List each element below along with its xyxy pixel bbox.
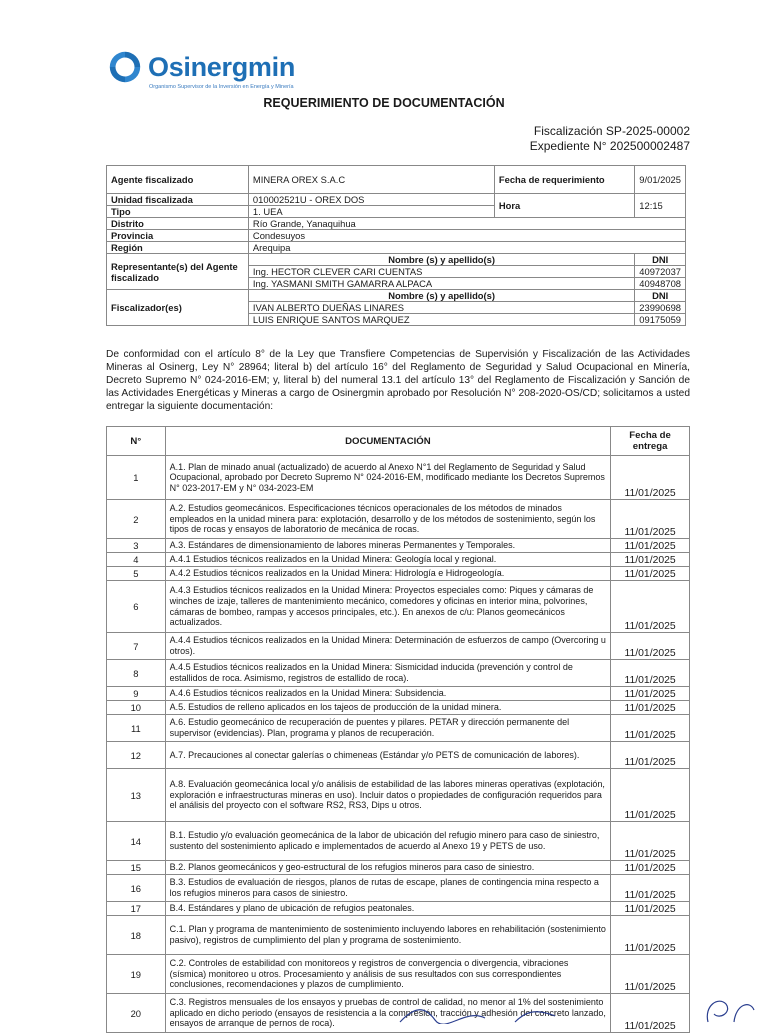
row-fecha: 11/01/2025 xyxy=(611,456,690,500)
row-documentation: A.5. Estudios de relleno aplicados en los tajeos de producción de la unidad minera. xyxy=(165,701,611,715)
row-number: 10 xyxy=(107,701,166,715)
nombre-header: Nombre (s) y apellido(s) xyxy=(248,290,634,302)
tipo-value: 1. UEA xyxy=(248,206,494,218)
provincia-value: Condesuyos xyxy=(248,230,685,242)
table-row xyxy=(107,500,690,539)
row-number: 20 xyxy=(107,994,166,1033)
fiscalizacion-number: Fiscalización SP-2025-00002 xyxy=(533,124,690,138)
logo-subtitle: Organismo Supervisor de la Inversión en Energía y Minería xyxy=(149,84,294,90)
row-documentation: A.4.3 Estudios técnicos realizados en la Unidad Minera: Proyectos especiales como: Piques y cámaras de winches de izaje, talleres de mantenimiento mecánico, comedores y oficinas en interior mina, polvorines, cámaras de bombeo, rampas y accesos principales, etc.). En anexos de c/u: Planos geomecánicos actualizados. xyxy=(165,581,611,633)
row-number: 18 xyxy=(107,916,166,955)
table-row xyxy=(107,742,690,769)
row-fecha: 11/01/2025 xyxy=(611,567,690,581)
col-number-header: N° xyxy=(107,427,166,456)
table-row xyxy=(107,660,690,687)
fiscalizador-dni: 23990698 xyxy=(635,302,686,314)
documentation-rows xyxy=(107,456,690,1033)
row-fecha: 11/01/2025 xyxy=(611,875,690,902)
fecha-label: Fecha de requerimiento xyxy=(494,166,634,194)
table-row xyxy=(107,633,690,660)
row-number: 16 xyxy=(107,875,166,902)
row-documentation: A.6. Estudio geomecánico de recuperación de puentes y pilares. PETAR y dirección permanente del supervisor (evidencias). Plan, programa y planos de recuperación. xyxy=(165,715,611,742)
table-row xyxy=(107,567,690,581)
row-number: 12 xyxy=(107,742,166,769)
row-fecha: 11/01/2025 xyxy=(611,633,690,660)
table-row xyxy=(107,553,690,567)
row-fecha: 11/01/2025 xyxy=(611,769,690,822)
fiscalizadores-label: Fiscalizador(es) xyxy=(107,290,249,326)
row-documentation: A.4.4 Estudios técnicos realizados en la Unidad Minera: Determinación de esfuerzos de campo (Overcoring u otros). xyxy=(165,633,611,660)
row-number: 4 xyxy=(107,553,166,567)
row-fecha: 11/01/2025 xyxy=(611,902,690,916)
row-documentation: A.1. Plan de minado anual (actualizado) de acuerdo al Anexo N°1 del Reglamento de Seguridad y Salud Ocupacional, aprobado por Decreto Supremo N° 024-2016-EM, modificado mediante los Decretos Supremos N° 023-2017-EM y N° 034-2023-EM xyxy=(165,456,611,500)
region-value: Arequipa xyxy=(248,242,685,254)
table-row xyxy=(107,822,690,861)
col-fecha-header: Fecha de entrega xyxy=(611,427,690,456)
table-row xyxy=(107,861,690,875)
osinergmin-emblem-icon xyxy=(106,48,144,86)
row-documentation: C.2. Controles de estabilidad con monitoreos y registros de convergencia o divergencia, vibraciones (sísmica) monitoreo u otros. Procesamiento y análisis de sus resultados con sus correspondientes conclusiones, recomendaciones y plazos de cumplimiento. xyxy=(165,955,611,994)
initials-mark xyxy=(700,994,760,1024)
fiscalizador-dni: 09175059 xyxy=(635,314,686,326)
fecha-value: 9/01/2025 xyxy=(635,166,686,194)
row-documentation: A.4.5 Estudios técnicos realizados en la Unidad Minera: Sismicidad inducida (prevención y control de estallidos de roca. Asimismo, registros de estallido de roca). xyxy=(165,660,611,687)
logo-name: Osinergmin xyxy=(148,51,296,82)
row-fecha: 11/01/2025 xyxy=(611,955,690,994)
row-number: 9 xyxy=(107,687,166,701)
hora-value: 12:15 xyxy=(635,194,686,218)
row-documentation: B.2. Planos geomecánicos y geo-estructural de los refugios mineros para caso de siniestro. xyxy=(165,861,611,875)
row-number: 11 xyxy=(107,715,166,742)
row-number: 6 xyxy=(107,581,166,633)
row-documentation: B.3. Estudios de evaluación de riesgos, planos de rutas de escape, planes de contingencia mina respecto a los refugios mineros para casos de siniestro. xyxy=(165,875,611,902)
dni-header: DNI xyxy=(635,254,686,266)
representantes-label: Representante(s) del Agente fiscalizado xyxy=(107,254,249,290)
row-fecha: 11/01/2025 xyxy=(611,581,690,633)
row-fecha: 11/01/2025 xyxy=(611,742,690,769)
intro-paragraph: De conformidad con el artículo 8° de la Ley que Transfiere Competencias de Supervisión y Fiscalización de las Actividades Mineras al Osinerg, Ley N° 28964; literal b) del artículo 16° del Reglamento de Seguridad y Salud Ocupacional en Minería, Decreto Supremo N° 024-2016-EM; y, literal b) del numeral 13.1 del artículo 13° del Reglamento de Fiscalización y Sanción de las Actividades Energéticas y Mineras a cargo de Osinergmin aprobado por Resolución N° 208-2020-OS/CD; solicitamos a usted entregar la siguiente documentación: xyxy=(106,349,690,412)
row-fecha: 11/01/2025 xyxy=(611,994,690,1033)
row-documentation: A.3. Estándares de dimensionamiento de labores mineras Permanentes y Temporales. xyxy=(165,539,611,553)
row-fecha: 11/01/2025 xyxy=(611,539,690,553)
table-row xyxy=(107,955,690,994)
signature-mark xyxy=(395,1004,595,1024)
col-documentation-header: DOCUMENTACIÓN xyxy=(165,427,611,456)
representante-name: Ing. YASMANI SMITH GAMARRA ALPACA xyxy=(248,278,634,290)
row-number: 14 xyxy=(107,822,166,861)
row-fecha: 11/01/2025 xyxy=(611,861,690,875)
info-table xyxy=(106,165,686,326)
row-fecha: 11/01/2025 xyxy=(611,916,690,955)
row-number: 2 xyxy=(107,500,166,539)
row-number: 3 xyxy=(107,539,166,553)
row-number: 8 xyxy=(107,660,166,687)
representante-dni: 40948708 xyxy=(635,278,686,290)
row-fecha: 11/01/2025 xyxy=(611,687,690,701)
table-row xyxy=(107,769,690,822)
table-row xyxy=(107,902,690,916)
row-number: 13 xyxy=(107,769,166,822)
fiscalizador-name: LUIS ENRIQUE SANTOS MARQUEZ xyxy=(248,314,634,326)
table-row xyxy=(107,916,690,955)
distrito-label: Distrito xyxy=(107,218,249,230)
agente-label: Agente fiscalizado xyxy=(107,166,249,194)
row-documentation: A.8. Evaluación geomecánica local y/o análisis de estabilidad de las labores mineras operativas (explotación, exploración e infraestructuras mineras en uso). Incluir datos o propiedades de configuración requeridos para el análisis del proyecto con el software RS2, RS3, Dips u otros. xyxy=(165,769,611,822)
table-row xyxy=(107,875,690,902)
representante-dni: 40972037 xyxy=(635,266,686,278)
table-row xyxy=(107,456,690,500)
row-documentation: A.2. Estudios geomecánicos. Especificaciones técnicos operacionales de los métodos de minados empleados en la unidad minera para: explotación, desarrollo y de los métodos de sostenimiento, según los tipos de rocas y ensayos de laboratorio de mecánica de rocas. xyxy=(165,500,611,539)
table-row xyxy=(107,581,690,633)
row-number: 7 xyxy=(107,633,166,660)
row-documentation: C.3. Registros mensuales de los ensayos y pruebas de control de calidad, no menor al 1% del sostenimiento aplicado en dicho periodo (ensayos de resistencia a la compresión, tracción y adhesión del concreto lanzado, ensayos de arranque de pernos de roca). xyxy=(165,994,611,1033)
tipo-label: Tipo xyxy=(107,206,249,218)
row-documentation: B.4. Estándares y plano de ubicación de refugios peatonales. xyxy=(165,902,611,916)
row-number: 1 xyxy=(107,456,166,500)
row-number: 15 xyxy=(107,861,166,875)
dni-header: DNI xyxy=(635,290,686,302)
agente-value: MINERA OREX S.A.C xyxy=(248,166,494,194)
row-documentation: A.7. Precauciones al conectar galerías o chimeneas (Estándar y/o PETS de comunicación de labores). xyxy=(165,742,611,769)
row-documentation: B.1. Estudio y/o evaluación geomecánica de la labor de ubicación del refugio minero para caso de siniestro, sustento del sostenimiento aplicado e implementados de acuerdo al Anexo 19 y PETS de uso. xyxy=(165,822,611,861)
row-documentation: C.1. Plan y programa de mantenimiento de sostenimiento incluyendo labores en rehabilitación (sostenimiento pasivo), registros de cumplimiento del plan y programa de sostenimiento. xyxy=(165,916,611,955)
table-row xyxy=(107,701,690,715)
unidad-value: 010002521U - OREX DOS xyxy=(248,194,494,206)
row-documentation: A.4.6 Estudios técnicos realizados en la Unidad Minera: Subsidencia. xyxy=(165,687,611,701)
expediente-number: Expediente N° 202500002487 xyxy=(529,139,690,153)
row-fecha: 11/01/2025 xyxy=(611,822,690,861)
hora-label: Hora xyxy=(494,194,634,218)
row-documentation: A.4.1 Estudios técnicos realizados en la Unidad Minera: Geología local y regional. xyxy=(165,553,611,567)
row-number: 19 xyxy=(107,955,166,994)
row-documentation: A.4.2 Estudios técnicos realizados en la Unidad Minera: Hidrología e Hidrogeología. xyxy=(165,567,611,581)
row-number: 17 xyxy=(107,902,166,916)
table-row xyxy=(107,715,690,742)
table-row xyxy=(107,687,690,701)
row-fecha: 11/01/2025 xyxy=(611,553,690,567)
documentation-table xyxy=(106,426,690,1033)
provincia-label: Provincia xyxy=(107,230,249,242)
row-number: 5 xyxy=(107,567,166,581)
fiscalizador-name: IVAN ALBERTO DUEÑAS LINARES xyxy=(248,302,634,314)
row-fecha: 11/01/2025 xyxy=(611,701,690,715)
unidad-label: Unidad fiscalizada xyxy=(107,194,249,206)
row-fecha: 11/01/2025 xyxy=(611,715,690,742)
distrito-value: Río Grande, Yanaquihua xyxy=(248,218,685,230)
osinergmin-logo xyxy=(106,48,295,86)
representante-name: Ing. HECTOR CLEVER CARI CUENTAS xyxy=(248,266,634,278)
table-row xyxy=(107,539,690,553)
nombre-header: Nombre (s) y apellido(s) xyxy=(248,254,634,266)
document-title: REQUERIMIENTO DE DOCUMENTACIÓN xyxy=(263,96,505,110)
row-fecha: 11/01/2025 xyxy=(611,660,690,687)
reference-block xyxy=(530,124,690,154)
row-fecha: 11/01/2025 xyxy=(611,500,690,539)
region-label: Región xyxy=(107,242,249,254)
